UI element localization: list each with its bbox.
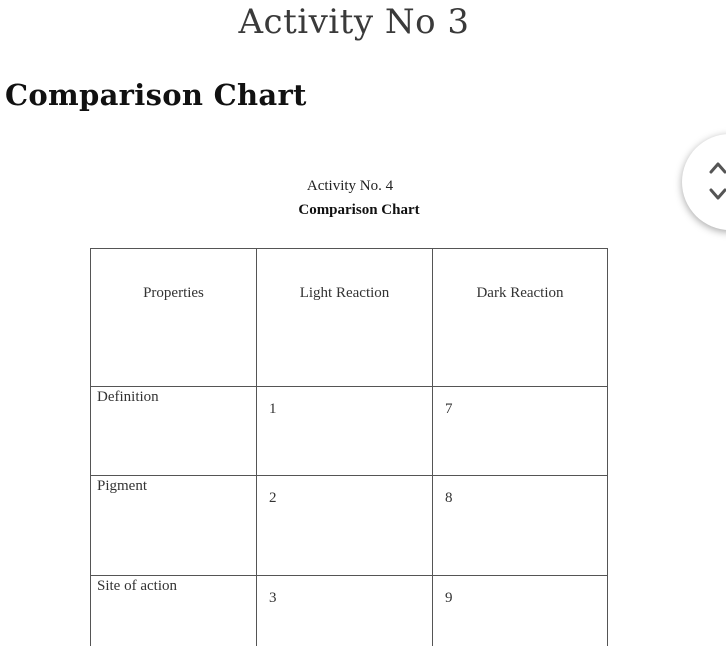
table-row <box>91 576 608 646</box>
header-properties: Properties <box>91 249 257 387</box>
chevron-up-down-icon <box>708 158 726 208</box>
cell-dark-pigment: 8 <box>433 476 608 576</box>
header-dark-reaction: Dark Reaction <box>433 249 608 387</box>
row-label-pigment: Pigment <box>91 476 257 576</box>
header-light-reaction: Light Reaction <box>257 249 433 387</box>
row-label-site-of-action: Site of action <box>91 576 257 646</box>
document-title: Activity No. 4 <box>306 178 394 194</box>
cell-dark-definition: 7 <box>433 387 608 476</box>
row-label-definition: Definition <box>91 387 257 476</box>
cell-light-definition: 1 <box>257 387 433 476</box>
cell-light-site-of-action: 3 <box>257 576 433 646</box>
document-subtitle: Comparison Chart <box>298 202 420 218</box>
table-row <box>91 387 608 476</box>
page-heading: Activity No 3 <box>238 2 470 42</box>
cell-dark-site-of-action: 9 <box>433 576 608 646</box>
table-header-row <box>91 249 608 387</box>
comparison-table <box>90 248 608 646</box>
cell-light-pigment: 2 <box>257 476 433 576</box>
table-row <box>91 476 608 576</box>
section-heading: Comparison Chart <box>5 78 307 112</box>
